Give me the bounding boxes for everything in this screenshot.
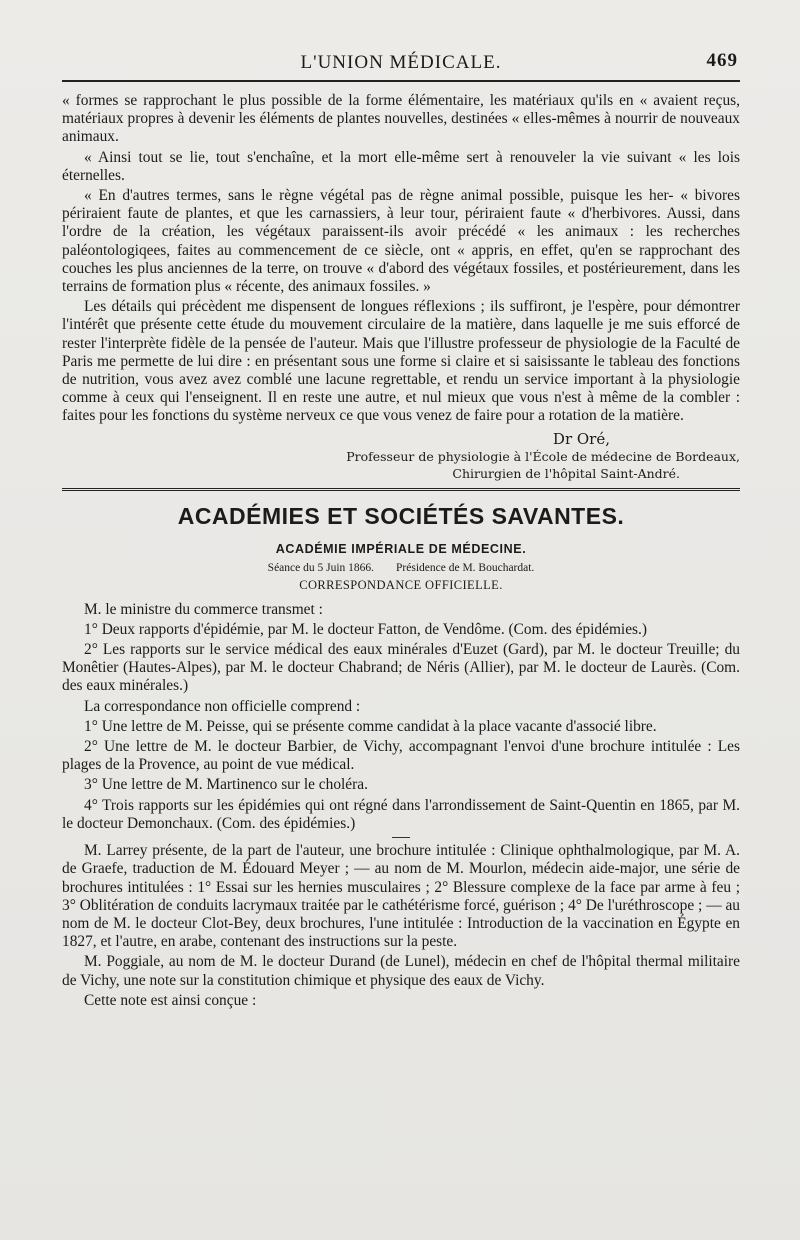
- correspondence-title: CORRESPONDANCE OFFICIELLE.: [299, 577, 503, 592]
- quote-paragraph: « Ainsi tout se lie, tout s'enchaîne, et la mort elle-même sert à renouveler la vie suivant « les lois éternelles.: [62, 148, 740, 184]
- header-rule: [62, 80, 740, 82]
- author-position: Chirurgien de l'hôpital Saint-André.: [452, 465, 680, 481]
- minutes-paragraph: 1° Une lettre de M. Peisse, qui se présente comme candidat à la place vacante d'associé libre.: [84, 717, 657, 735]
- session-date: Séance du 5 Juin 1866.: [267, 561, 375, 574]
- section-rule: [62, 488, 740, 491]
- signature-block: [62, 430, 740, 482]
- minutes-paragraph: 1° Deux rapports d'épidémie, par M. le docteur Fatton, de Vendôme. (Com. des épidémies.): [84, 620, 647, 638]
- conclusion-paragraph: Les détails qui précèdent me dispensent de longues réflexions ; ils suffiront, je l'espère, pour démontrer l'intérêt que présente cette étude du mouvement circulaire de la matière, dans laquelle je me suis efforcé de rester l'interprète fidèle de la pensée de l'auteur. Mais que l'illustre professeur de physiologie de la Faculté de Paris me permette de lui dire : en présentant sous une forme si claire et si saisissante le tableau des fonctions de nutrition, vous avez avez comblé une lacune regrettable, et rendu un service important à la physiologie comme à ceux qui l'enseignent. Il en reste une autre, et nul mieux que vous n'est à même de la combler : faites pour les fonctions du système nerveux ce que vous venez de faire pour a rotation de la matière.: [62, 298, 740, 425]
- minutes-paragraph: 3° Une lettre de M. Martinenco sur le choléra.: [84, 776, 368, 794]
- minutes-paragraph: Cette note est ainsi conçue :: [84, 991, 257, 1009]
- session-line: [62, 562, 740, 574]
- quote-block: [62, 92, 740, 296]
- quote-paragraph: « En d'autres termes, sans le règne végétal pas de règne animal possible, puisque les her- « bivores périraient faute de plantes, et que les carnassiers, à leur tour, périraient faute « d'herbivores. Aussi, dans l'ordre de la création, les végétaux paraissent-ils avoir précédé « les animaux : les recherches paléontologiqees, faites au commencement de ce siècle, ont « appris, en effet, qu'en se rapprochant des couches les plus anciennes de la terre, on trouve « d'abord des végétaux fossiles, et postérieurement, dans les terrains de formation plus « récente, des animaux fossiles. »: [62, 187, 740, 296]
- minutes-body: [62, 601, 740, 1010]
- running-head: [62, 46, 740, 80]
- journal-title: L'UNION MÉDICALE.: [300, 52, 502, 73]
- minutes-paragraph: La correspondance non officielle comprend :: [84, 697, 361, 715]
- minutes-paragraph: 2° Les rapports sur le service médical des eaux minérales d'Euzet (Gard), par M. le docteur Treuille; du Monêtier (Hautes-Alpes), par M. le docteur Chabrand; de Néris (Allier), par M. le docteur de Laurès. (Com. des eaux minérales.): [62, 641, 740, 695]
- page-number: 469: [706, 50, 738, 71]
- section-title: ACADÉMIES ET SOCIÉTÉS SAVANTES.: [177, 502, 625, 529]
- author-signature: Dr Oré,: [552, 429, 610, 448]
- minutes-paragraph: M. le ministre du commerce transmet :: [84, 600, 323, 618]
- minutes-paragraph: M. Larrey présente, de la part de l'auteur, une brochure intitulée : Clinique ophthalmologique, par M. A. de Graefe, traduction de M. Édouard Meyer ; — au nom de M. Mourlon, médecin aide-major, une série de brochures intitulées : 1° Essai sur les hernies musculaires ; 2° Blessure complexe de la face par arme à feu ; 3° Oblitération de conduits lacrymaux traitée par le cathétérisme forcé, guérison ; 4° De l'uréthroscope ; — au nom de M. le docteur Clot-Bey, deux brochures, l'une intitulée : Introduction de la vaccination en Égypte en 1827, et l'autre, en arabe, contenant des instructions sur la peste.: [62, 842, 740, 951]
- academy-title: ACADÉMIE IMPÉRIALE DE MÉDECINE.: [275, 541, 527, 556]
- minutes-paragraph: 2° Une lettre de M. le docteur Barbier, de Vichy, accompagnant l'envoi d'une brochure intitulée : Les plages de la Provence, au point de vue médical.: [62, 738, 740, 774]
- separator-rule: [392, 837, 410, 838]
- quote-paragraph: « formes se rapprochant le plus possible de la forme élémentaire, les matériaux qu'ils en « avaient reçus, matériaux propres à devenir les éléments de plantes nouvelles, destinées « elles-mêmes à nourrir de nouveaux animaux.: [62, 92, 740, 146]
- session-president: Présidence de M. Bouchardat.: [396, 561, 535, 574]
- author-title: Professeur de physiologie à l'École de médecine de Bordeaux,: [346, 448, 740, 464]
- minutes-paragraph: M. Poggiale, au nom de M. le docteur Durand (de Lunel), médecin en chef de l'hôpital thermal militaire de Vichy, une note sur la constitution chimique et physique des eaux de Vichy.: [62, 953, 740, 989]
- minutes-paragraph: 4° Trois rapports sur les épidémies qui ont régné dans l'arrondissement de Saint-Quentin en 1865, par M. le docteur Demonchaux. (Com. des épidémies.): [62, 796, 740, 832]
